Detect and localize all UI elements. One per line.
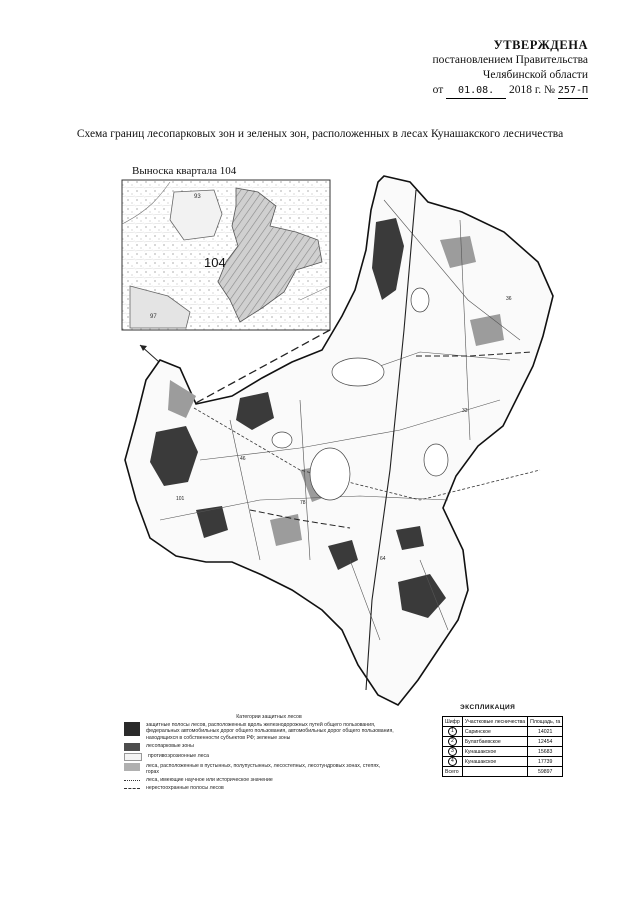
district-area: 17739 bbox=[528, 757, 563, 767]
column-header: Площадь, га bbox=[528, 717, 563, 727]
approval-line-decree: постановлением Правительства bbox=[432, 54, 588, 66]
table-header-row bbox=[443, 717, 563, 727]
approval-heading: УТВЕРЖДЕНА bbox=[493, 38, 588, 52]
legend-item bbox=[124, 753, 394, 761]
quarter-number: 64 bbox=[380, 556, 386, 562]
legend-label: лесопарковые зоны bbox=[146, 742, 194, 749]
explication-table bbox=[442, 716, 563, 777]
legend-label: противоэрозионные леса bbox=[148, 752, 210, 759]
table-total-row bbox=[443, 767, 563, 777]
legend-swatch bbox=[124, 722, 140, 736]
approval-line-region: Челябинской области bbox=[482, 69, 588, 81]
total-label: Всего bbox=[443, 767, 463, 777]
column-header: Участковые лесничества bbox=[462, 717, 527, 727]
legend-swatch bbox=[124, 753, 142, 761]
legend-swatch bbox=[124, 763, 140, 771]
legend-swatch bbox=[124, 780, 140, 781]
legend-swatch bbox=[124, 743, 140, 751]
quarter-number: 46 bbox=[240, 456, 246, 462]
inset-neighbor-label: 97 bbox=[150, 314, 157, 320]
inset-title: Выноска квартала 104 bbox=[132, 165, 237, 177]
quarter-number: 33 bbox=[462, 408, 468, 414]
district-area: 12454 bbox=[528, 737, 563, 747]
district-code: 2 bbox=[448, 737, 457, 746]
column-header: Шифр bbox=[443, 717, 463, 727]
legend-item bbox=[124, 785, 394, 791]
table-row bbox=[443, 757, 563, 767]
approval-year-text: 2018 г. № bbox=[508, 84, 556, 96]
legend-label: защитные полосы лесов, расположенных вдоль железнодорожных путей общего пользования, федеральных автомобильных дорог общего пользования, автомобильных дорог общего пользования, находящихся в собственности субъектов РФ; зеленые зоны bbox=[146, 722, 394, 741]
district-code: 3 bbox=[448, 747, 457, 756]
legend-label: нерестоохранные полосы лесов bbox=[146, 785, 224, 792]
legend-label: леса, имеющие научное или историческое значение bbox=[146, 777, 273, 784]
table-row bbox=[443, 747, 563, 757]
table-row bbox=[443, 737, 563, 747]
legend-item bbox=[124, 763, 394, 775]
table-row bbox=[443, 727, 563, 737]
total-area: 59897 bbox=[528, 767, 563, 777]
approval-date-value: 01.08. bbox=[446, 83, 506, 99]
district-code: 4 bbox=[448, 757, 457, 766]
inset-map bbox=[122, 180, 330, 330]
approval-number-value: 257-П bbox=[558, 83, 588, 99]
inset-quarter-label: 104 bbox=[204, 255, 226, 270]
inset-neighbor-label: 93 bbox=[194, 194, 201, 200]
explication-title: ЭКСПЛИКАЦИЯ bbox=[460, 704, 516, 711]
quarter-number: 101 bbox=[176, 496, 185, 502]
legend-label: леса, расположенные в пустынных, полупустынных, лесостепных, лесотундровых зонах, степях, горах bbox=[146, 762, 381, 776]
district-area: 15683 bbox=[528, 747, 563, 757]
district-name: Кунашакское bbox=[462, 757, 527, 767]
legend-swatch bbox=[124, 788, 140, 789]
map-legend bbox=[124, 714, 394, 794]
district-name: Булатбаевское bbox=[462, 737, 527, 747]
district-area: 14021 bbox=[528, 727, 563, 737]
legend-item bbox=[124, 777, 394, 783]
legend-heading: Категории защитных лесов bbox=[236, 714, 302, 720]
district-name: Кунашакское bbox=[462, 747, 527, 757]
district-code: 1 bbox=[448, 727, 457, 736]
approval-date-prefix: от bbox=[432, 84, 444, 96]
quarter-number: 36 bbox=[506, 296, 512, 302]
legend-item bbox=[124, 743, 394, 751]
district-name: Саринское bbox=[462, 727, 527, 737]
quarter-number: 78 bbox=[300, 500, 306, 506]
document-title: Схема границ лесопарковых зон и зеленых зон, расположенных в лесах Кунашакского лесничества bbox=[76, 128, 564, 140]
legend-item bbox=[124, 722, 394, 741]
